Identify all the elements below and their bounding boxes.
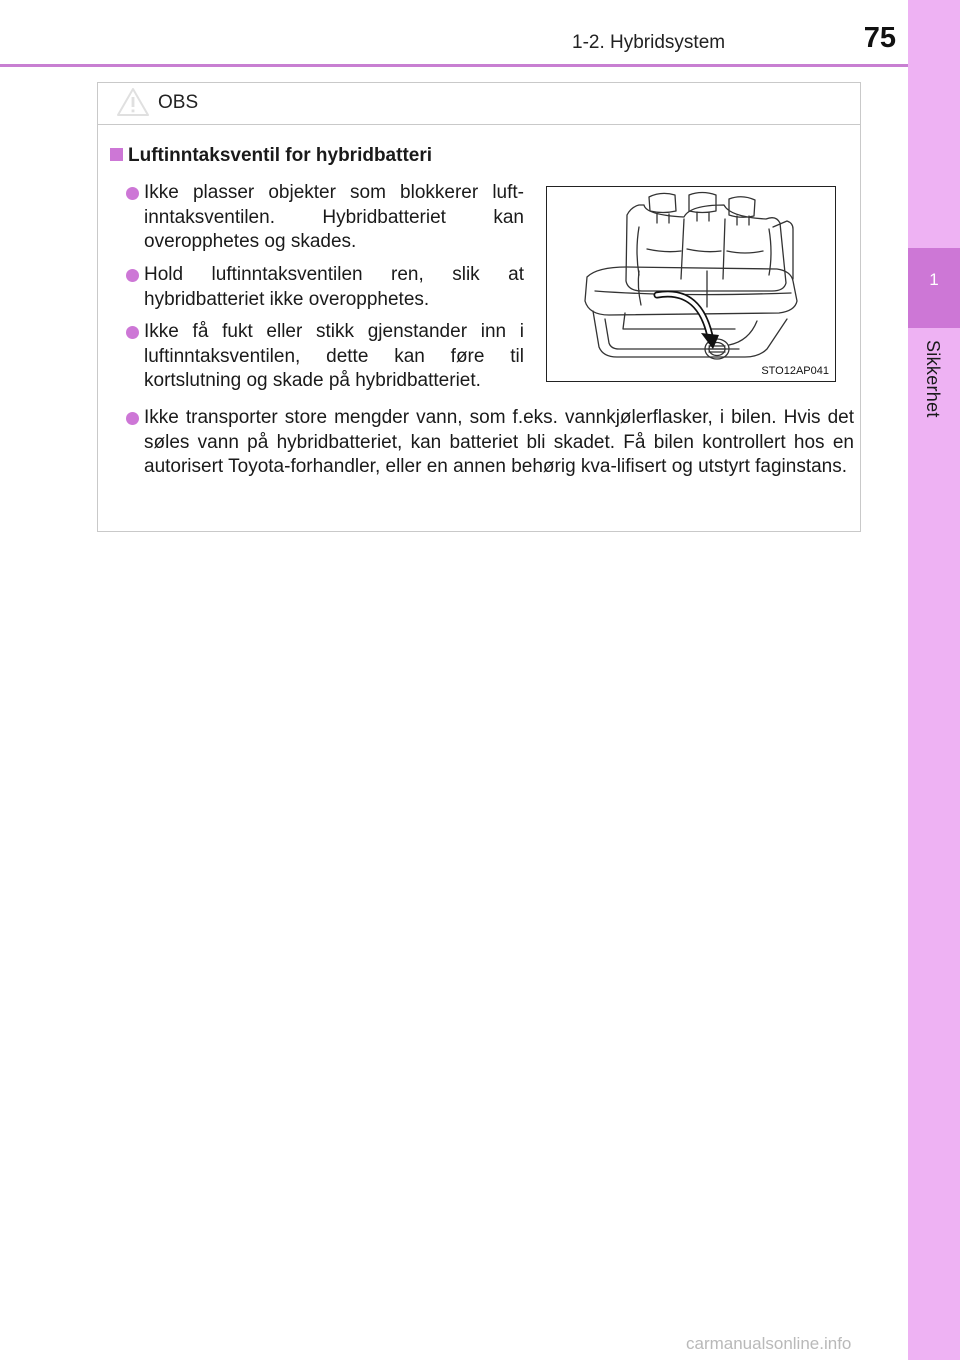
bullet-item xyxy=(144,181,524,255)
caution-box xyxy=(97,82,861,532)
bullet-text: Ikke plasser objekter som blokkerer luft-inntaksventilen. Hybridbatteriet kan overopphetes og skades. xyxy=(144,182,524,252)
bullet-text: Ikke få fukt eller stikk gjenstander inn i luftinntaksventilen, dette kan føre til kortslutning og skade på hybridbatteriet. xyxy=(144,321,524,391)
bullet-item xyxy=(144,320,524,394)
caution-subheading xyxy=(110,145,432,167)
bullet-dot-icon xyxy=(126,269,139,282)
watermark: carmanualsonline.info xyxy=(686,1334,852,1353)
header-rule xyxy=(0,64,908,67)
subheading-text: Luftinntaksventil for hybridbatteri xyxy=(128,145,433,166)
bullet-dot-icon xyxy=(126,326,139,339)
bullet-item xyxy=(144,406,854,480)
bullet-dot-icon xyxy=(126,187,139,200)
chapter-label: Sikkerhet xyxy=(923,340,943,418)
bullet-text: Ikke transporter store mengder vann, som f.eks. vannkjølerflasker, i bilen. Hvis det søles vann på hybridbatteriet, kan batteriet bli skadet. Få bilen kontrollert hos en autorisert Toyota-forhandler, eller en annen behørig kva-lifisert og utstyrt faginstans. xyxy=(144,407,854,477)
warning-triangle-icon xyxy=(116,87,150,117)
caution-header xyxy=(98,83,860,125)
square-bullet-icon xyxy=(110,148,123,161)
caution-label: OBS xyxy=(158,92,199,113)
rear-seat-drawing xyxy=(547,187,835,381)
figure-code: STO12AP041 xyxy=(761,365,829,377)
rear-seat-illustration xyxy=(546,186,836,382)
chapter-number: 1 xyxy=(929,270,939,289)
page-number: 75 xyxy=(863,22,896,54)
bullet-text: Hold luftinntaksventilen ren, slik at hybridbatteriet ikke overopphetes. xyxy=(144,264,524,310)
section-title: 1-2. Hybridsystem xyxy=(572,32,726,53)
bullet-item xyxy=(144,263,524,312)
bullet-dot-icon xyxy=(126,412,139,425)
side-tab xyxy=(908,0,960,1360)
